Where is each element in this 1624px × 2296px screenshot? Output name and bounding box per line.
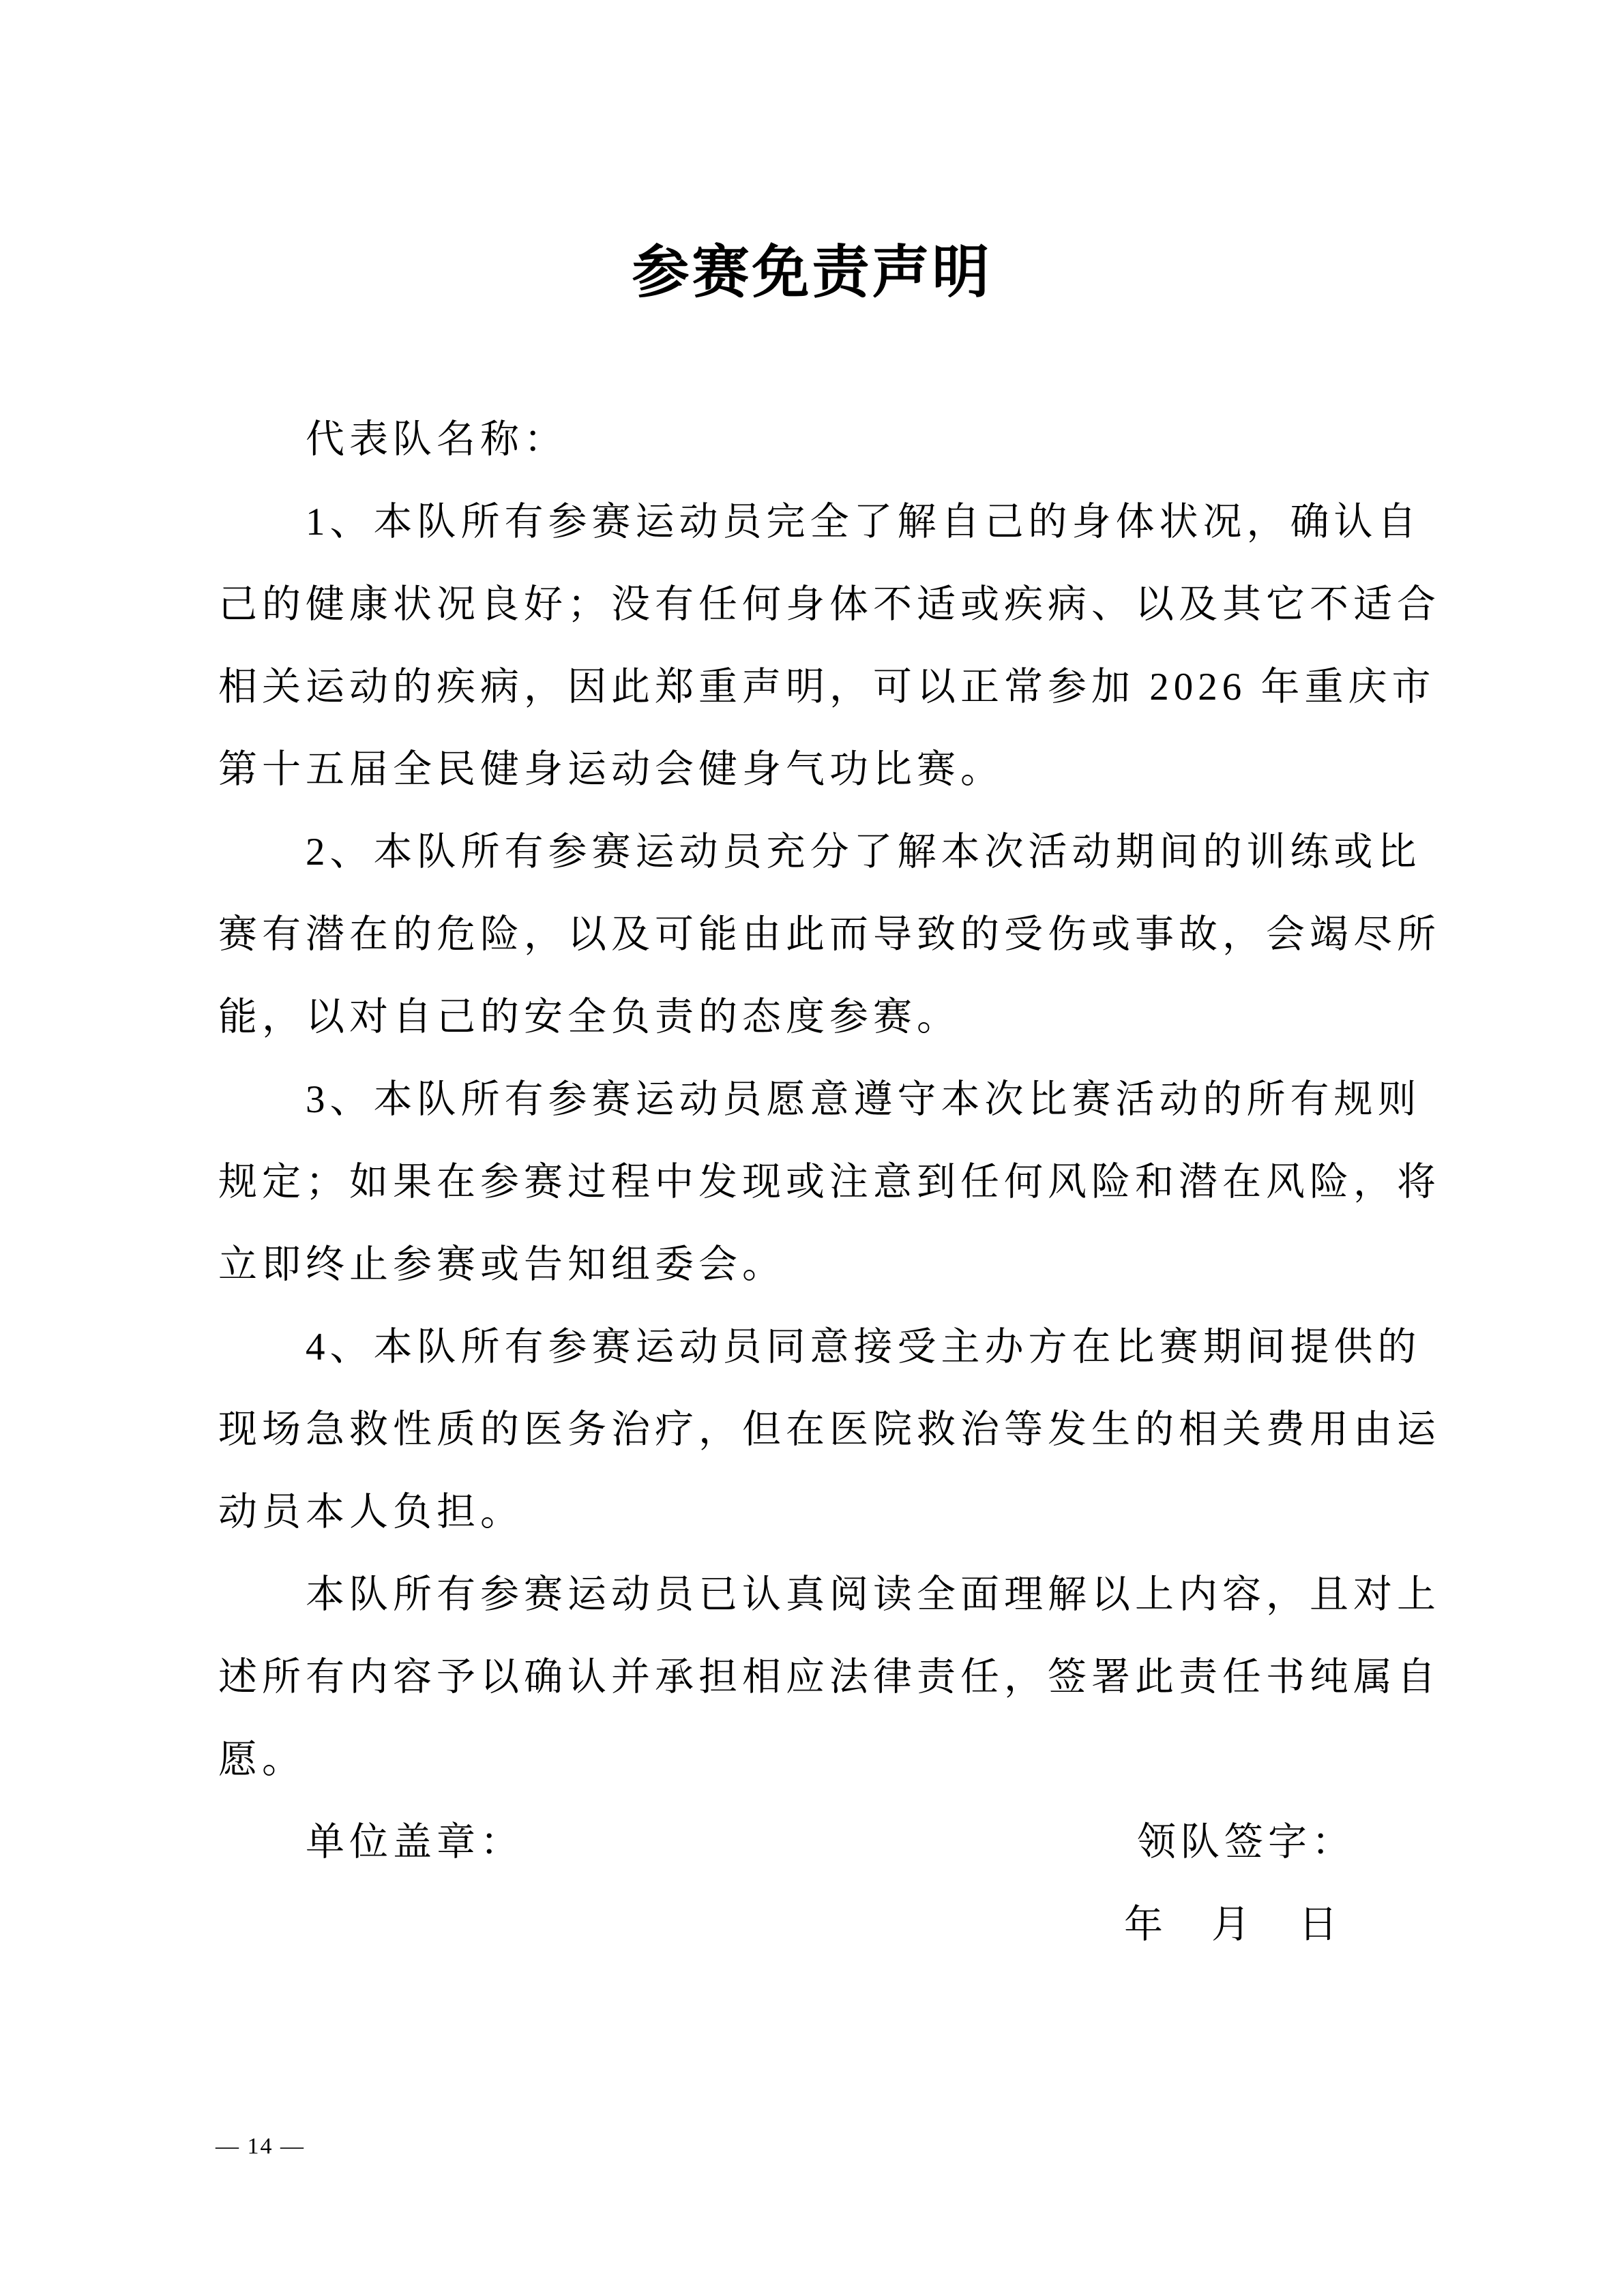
page-number: — 14 — (216, 2134, 305, 2159)
document-body (218, 398, 1441, 1966)
clause-1-line-4: 第十五届全民健身运动会健身气功比赛。 (218, 748, 1004, 791)
clause-1-line-3: 相关运动的疾病，因此郑重声明，可以正常参加 2026 年重庆市 (218, 666, 1436, 709)
clause-4-line-1: 4、本队所有参赛运动员同意接受主办方在比赛期间提供的 (306, 1326, 1421, 1369)
unit-seal-label: 单位盖章： (306, 1821, 524, 1864)
closing-line-2: 述所有内容予以确认并承担相应法律责任，签署此责任书纯属自 (218, 1656, 1441, 1699)
clause-2-line-1: 2、本队所有参赛运动员充分了解本次活动期间的训练或比 (306, 831, 1421, 874)
closing-line-1: 本队所有参赛运动员已认真阅读全面理解以上内容，且对上 (306, 1573, 1441, 1616)
clause-1-line-2: 己的健康状况良好；没有任何身体不适或疾病、以及其它不适合 (218, 583, 1441, 626)
clause-1-line-1: 1、本队所有参赛运动员完全了解自己的身体状况，确认自 (306, 501, 1421, 543)
date-row (218, 1883, 1405, 1966)
clause-3-line-2: 规定；如果在参赛过程中发现或注意到任何风险和潜在风险，将 (218, 1161, 1441, 1204)
leader-signature-label: 领队签字： (1137, 1821, 1355, 1864)
clause-4-line-2: 现场急救性质的医务治疗，但在医院救治等发生的相关费用由运 (218, 1408, 1441, 1451)
signature-row (218, 1801, 1405, 1883)
clause-2-line-2: 赛有潜在的危险，以及可能由此而导致的受伤或事故，会竭尽所 (218, 913, 1441, 956)
closing-line-3: 愿。 (218, 1738, 306, 1781)
clause-3-line-3: 立即终止参赛或告知组委会。 (218, 1243, 786, 1286)
date-blank-line: 年 月 日 (1124, 1903, 1342, 1946)
clause-3-line-1: 3、本队所有参赛运动员愿意遵守本次比赛活动的所有规则 (306, 1078, 1421, 1121)
clause-2-line-3: 能，以对自己的安全负责的态度参赛。 (218, 996, 960, 1039)
clause-4-line-3: 动员本人负担。 (218, 1491, 524, 1534)
document-title: 参赛免责声明 (632, 241, 992, 305)
team-name-label: 代表队名称： (306, 418, 567, 461)
